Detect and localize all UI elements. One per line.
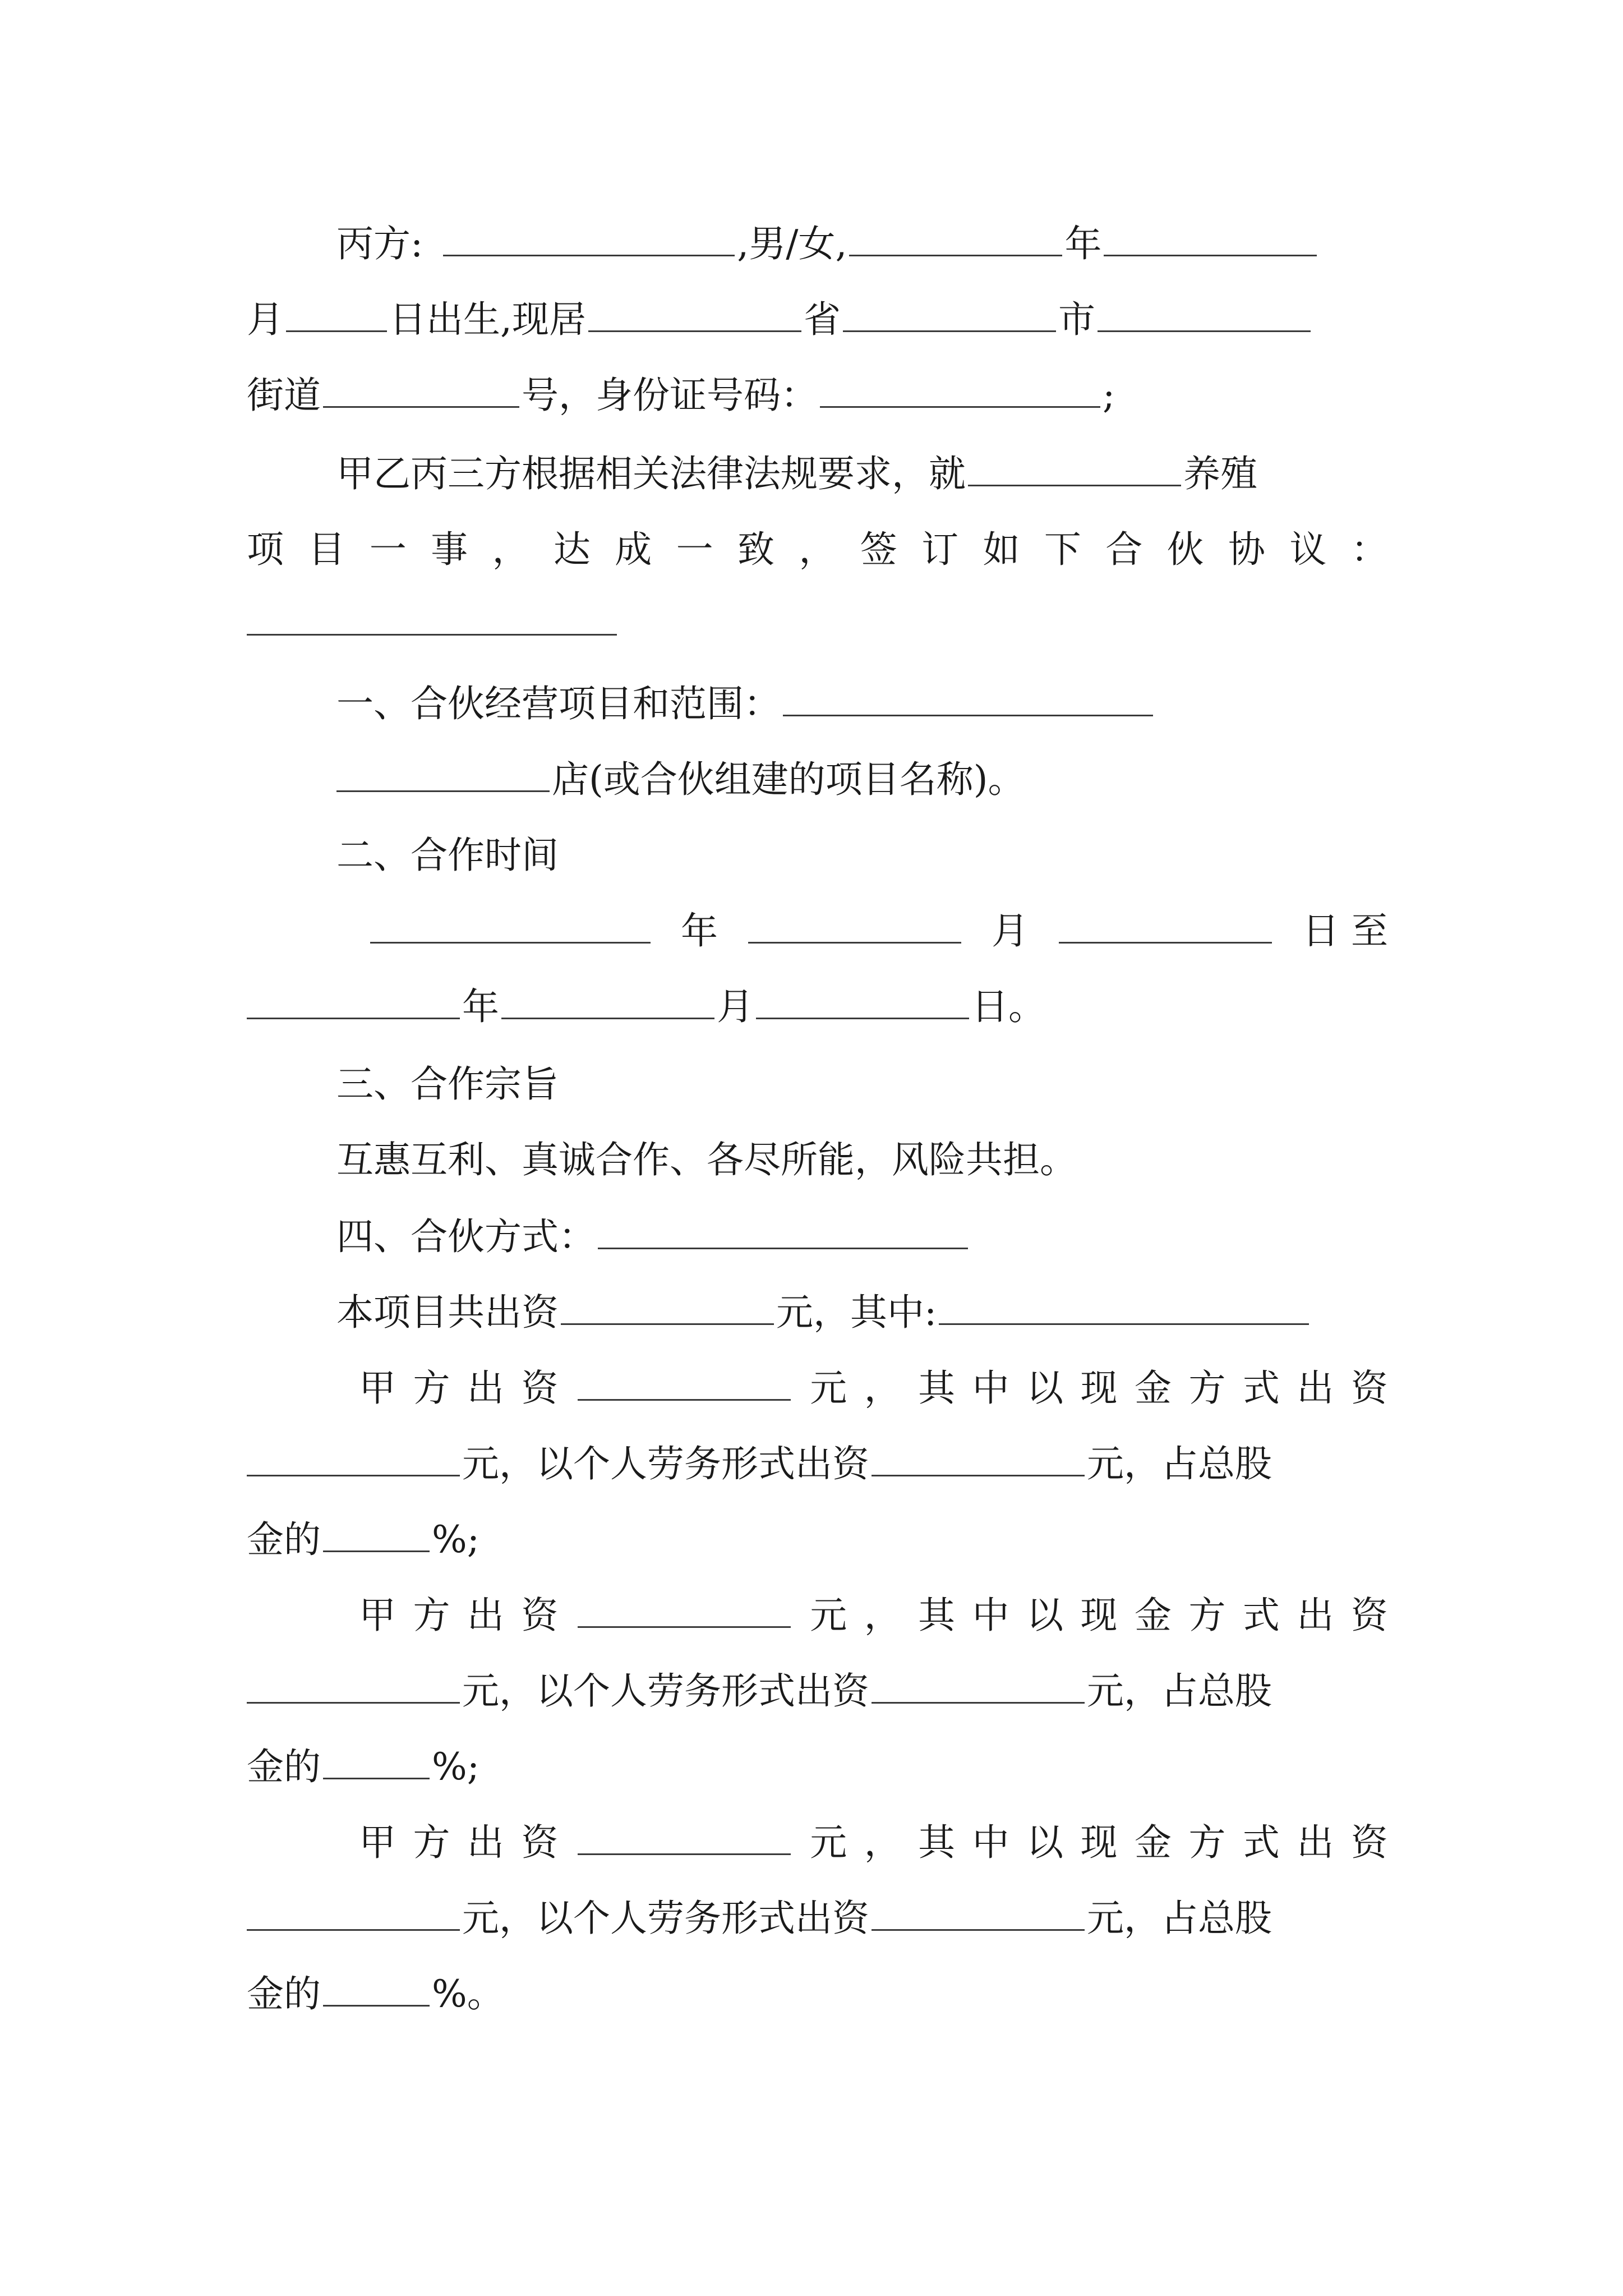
intro-char: ：	[1350, 528, 1388, 571]
party-investment-line-3	[247, 1742, 1388, 1792]
id-number-blank[interactable]	[820, 372, 1100, 408]
section-1-title-line	[336, 679, 1388, 729]
party-investment-amount-blank[interactable]	[578, 1365, 791, 1401]
share-percent-blank[interactable]	[323, 1971, 430, 2007]
section-3-body-line	[336, 1135, 1388, 1185]
section-2-end-date-line	[247, 982, 1388, 1032]
id-number-label: 号，身份证号码：	[522, 374, 818, 417]
gender-label: ,男/女,	[737, 222, 847, 265]
intro-char: 致	[737, 528, 774, 571]
shop-name-blank[interactable]	[336, 757, 550, 792]
party-investment-char: 现	[1080, 1366, 1118, 1410]
city-label: 市	[1058, 298, 1095, 341]
total-investment-line	[336, 1287, 1388, 1338]
birth-year-blank[interactable]	[849, 221, 1062, 256]
intro-char: 签	[860, 528, 897, 571]
party-investment-char: 元	[810, 1594, 847, 1637]
total-investment-unit: 元，其中:	[776, 1291, 937, 1334]
party-investment-char: 现	[1080, 1821, 1118, 1864]
labor-investment-blank[interactable]	[872, 1441, 1085, 1476]
party-investment-char: 出	[467, 1366, 504, 1410]
intro-char: ，	[492, 528, 529, 571]
percent-sign: %;	[432, 1518, 479, 1561]
party-investment-char: 以	[1026, 1594, 1064, 1637]
party-investment-amount-blank[interactable]	[578, 1593, 791, 1628]
party-investment-char: 出	[1297, 1594, 1334, 1637]
share-label: 元，占总股	[1087, 1669, 1272, 1713]
party-investment-char: 式	[1242, 1366, 1280, 1410]
business-scope-blank[interactable]	[783, 681, 1153, 716]
section-2-title-line	[336, 830, 1388, 881]
section-2-title: 二、合作时间	[336, 834, 559, 877]
party-investment-char: ，	[864, 1594, 901, 1637]
street-label: 街道	[247, 374, 321, 417]
labor-investment-blank[interactable]	[872, 1895, 1085, 1931]
party-investment-char: 方	[1188, 1366, 1226, 1410]
party-investment-char: 出	[1297, 1821, 1334, 1864]
party-investment-char: 现	[1080, 1594, 1118, 1637]
party-investment-char: 出	[467, 1821, 504, 1864]
end-day-blank[interactable]	[756, 984, 969, 1019]
share-of-label: 金的	[247, 1745, 321, 1788]
party-investment-char: ，	[864, 1821, 901, 1864]
party-investment-char: 金	[1134, 1366, 1172, 1410]
party-investment-char: 资	[521, 1821, 559, 1864]
end-month-blank[interactable]	[501, 984, 714, 1019]
intro-char: 合	[1105, 528, 1143, 571]
start-month-blank[interactable]	[748, 908, 961, 944]
share-percent-blank[interactable]	[323, 1744, 430, 1779]
share-percent-blank[interactable]	[323, 1517, 430, 1552]
end-year-label: 年	[462, 985, 499, 1028]
cash-investment-blank[interactable]	[247, 1441, 460, 1476]
intro-char: 达	[553, 528, 591, 571]
start-year-blank[interactable]	[370, 908, 651, 944]
intro-char: 订	[921, 528, 959, 571]
intro-line-3	[247, 600, 1388, 651]
party-investment-line-2	[247, 1666, 1388, 1717]
party-investment-char: 以	[1026, 1821, 1064, 1864]
party-investment-char: 资	[521, 1594, 559, 1637]
party-investment-char: 资	[521, 1366, 559, 1410]
party-investment-char: 出	[1297, 1366, 1334, 1410]
intro-text: 甲乙丙三方根据相关法律法规要求，就	[336, 452, 966, 495]
labor-investment-label: 元，以个人劳务形式出资	[462, 1669, 869, 1713]
province-blank[interactable]	[588, 297, 801, 332]
party-bing-label: 丙方:	[336, 222, 423, 265]
share-label: 元，占总股	[1087, 1897, 1272, 1940]
section-2-start-date-line	[370, 906, 1388, 956]
party-investment-char: 中	[972, 1594, 1009, 1637]
farm-project-blank[interactable]	[968, 451, 1181, 486]
party-bing-line-1	[336, 219, 1388, 269]
intro-char: 伙	[1166, 528, 1204, 571]
total-investment-blank[interactable]	[561, 1290, 774, 1325]
shop-label: 店(或合伙组建的项目名称)。	[552, 758, 1025, 801]
party-investment-char: 方	[413, 1594, 450, 1637]
party-investment-line-1	[359, 1590, 1388, 1641]
street-blank[interactable]	[1098, 297, 1311, 332]
party-investment-char: 中	[972, 1821, 1009, 1864]
start-month-label: 月	[992, 909, 1029, 953]
section-3-body: 互惠互利、真诚合作、各尽所能，风险共担。	[336, 1138, 1077, 1181]
agreement-blank[interactable]	[247, 600, 617, 636]
party-investment-line-3	[247, 1515, 1388, 1565]
year-label: 年	[1064, 222, 1102, 265]
percent-sign: %;	[432, 1745, 479, 1788]
party-bing-line-3	[247, 370, 1388, 421]
party-investment-char: 金	[1134, 1594, 1172, 1637]
intro-char: 成	[615, 528, 652, 571]
labor-investment-label: 元，以个人劳务形式出资	[462, 1897, 869, 1940]
party-investment-char: 其	[918, 1366, 956, 1410]
section-1-title: 一、合伙经营项目和范围：	[336, 682, 781, 725]
party-bing-line-2	[247, 295, 1388, 345]
province-label: 省	[803, 298, 841, 341]
start-day-blank[interactable]	[1059, 908, 1272, 944]
intro-char: 项	[247, 528, 284, 571]
month-label: 月	[247, 298, 284, 341]
party-investment-char: 资	[1350, 1821, 1388, 1864]
percent-sign: %。	[432, 1972, 504, 2016]
party-investment-char: 其	[918, 1594, 956, 1637]
start-day-to-label: 日 至	[1302, 909, 1388, 953]
house-number-blank[interactable]	[323, 372, 519, 408]
intro-line-1	[336, 449, 1388, 499]
end-month-label: 月	[717, 985, 754, 1028]
party-investment-amount-blank[interactable]	[578, 1820, 791, 1855]
intro-char: 协	[1228, 528, 1265, 571]
party-investment-char: 出	[467, 1594, 504, 1637]
investment-detail-blank[interactable]	[939, 1290, 1309, 1325]
birth-day-blank[interactable]	[286, 297, 387, 332]
cash-investment-blank[interactable]	[247, 1668, 460, 1704]
birth-month-blank[interactable]	[1104, 221, 1317, 256]
intro-line-2	[247, 524, 1388, 575]
city-blank[interactable]	[843, 297, 1056, 332]
section-4-title-line	[336, 1212, 1388, 1262]
party-investment-line-3	[247, 1969, 1388, 2019]
share-of-label: 金的	[247, 1972, 321, 2016]
intro-char: ，	[799, 528, 836, 571]
start-year-label: 年	[681, 909, 718, 953]
intro-char: 目	[308, 528, 345, 571]
party-investment-char: 金	[1134, 1821, 1172, 1864]
party-investment-char: 式	[1242, 1821, 1280, 1864]
semicolon: ;	[1103, 374, 1115, 417]
intro-char: 一	[369, 528, 407, 571]
party-investment-line-1	[359, 1363, 1388, 1414]
section-1-shop-line	[336, 754, 1388, 805]
party-investment-char: 中	[972, 1366, 1009, 1410]
party-investment-line-1	[359, 1818, 1388, 1868]
section-4-title: 四、合伙方式：	[336, 1215, 596, 1258]
farm-label: 养殖	[1183, 452, 1257, 495]
party-investment-line-2	[247, 1439, 1388, 1489]
day-born-label: 日出生,现居	[389, 298, 586, 341]
party-investment-char: 元	[810, 1366, 847, 1410]
intro-char: 事	[431, 528, 468, 571]
share-label: 元，占总股	[1087, 1442, 1272, 1485]
intro-char: 议	[1289, 528, 1327, 571]
party-investment-char: 甲	[359, 1366, 396, 1410]
party-investment-char: 式	[1242, 1594, 1280, 1637]
end-day-label: 日。	[971, 985, 1045, 1028]
intro-char: 下	[1044, 528, 1081, 571]
labor-investment-label: 元，以个人劳务形式出资	[462, 1442, 869, 1485]
intro-char: 一	[676, 528, 713, 571]
end-year-blank[interactable]	[247, 984, 460, 1019]
party-investment-line-2	[247, 1893, 1388, 1944]
party-investment-char: 元	[810, 1821, 847, 1864]
party-investment-char: 甲	[359, 1821, 396, 1864]
party-bing-name-blank[interactable]	[443, 221, 735, 256]
cash-investment-blank[interactable]	[247, 1895, 460, 1931]
party-investment-char: 方	[413, 1366, 450, 1410]
party-investment-char: 其	[918, 1821, 956, 1864]
intro-char: 如	[983, 528, 1020, 571]
party-investment-char: 甲	[359, 1594, 396, 1637]
share-of-label: 金的	[247, 1518, 321, 1561]
section-3-title-line	[336, 1059, 1388, 1110]
labor-investment-blank[interactable]	[872, 1668, 1085, 1704]
total-investment-label: 本项目共出资	[336, 1291, 559, 1334]
party-investment-char: 方	[1188, 1821, 1226, 1864]
section-3-title: 三、合作宗旨	[336, 1062, 559, 1106]
party-investment-char: ，	[864, 1366, 901, 1410]
party-investment-char: 以	[1026, 1366, 1064, 1410]
party-investment-char: 方	[413, 1821, 450, 1864]
partnership-method-blank[interactable]	[598, 1214, 968, 1249]
party-investment-char: 方	[1188, 1594, 1226, 1637]
party-investment-char: 资	[1350, 1366, 1388, 1410]
party-investment-char: 资	[1350, 1594, 1388, 1637]
